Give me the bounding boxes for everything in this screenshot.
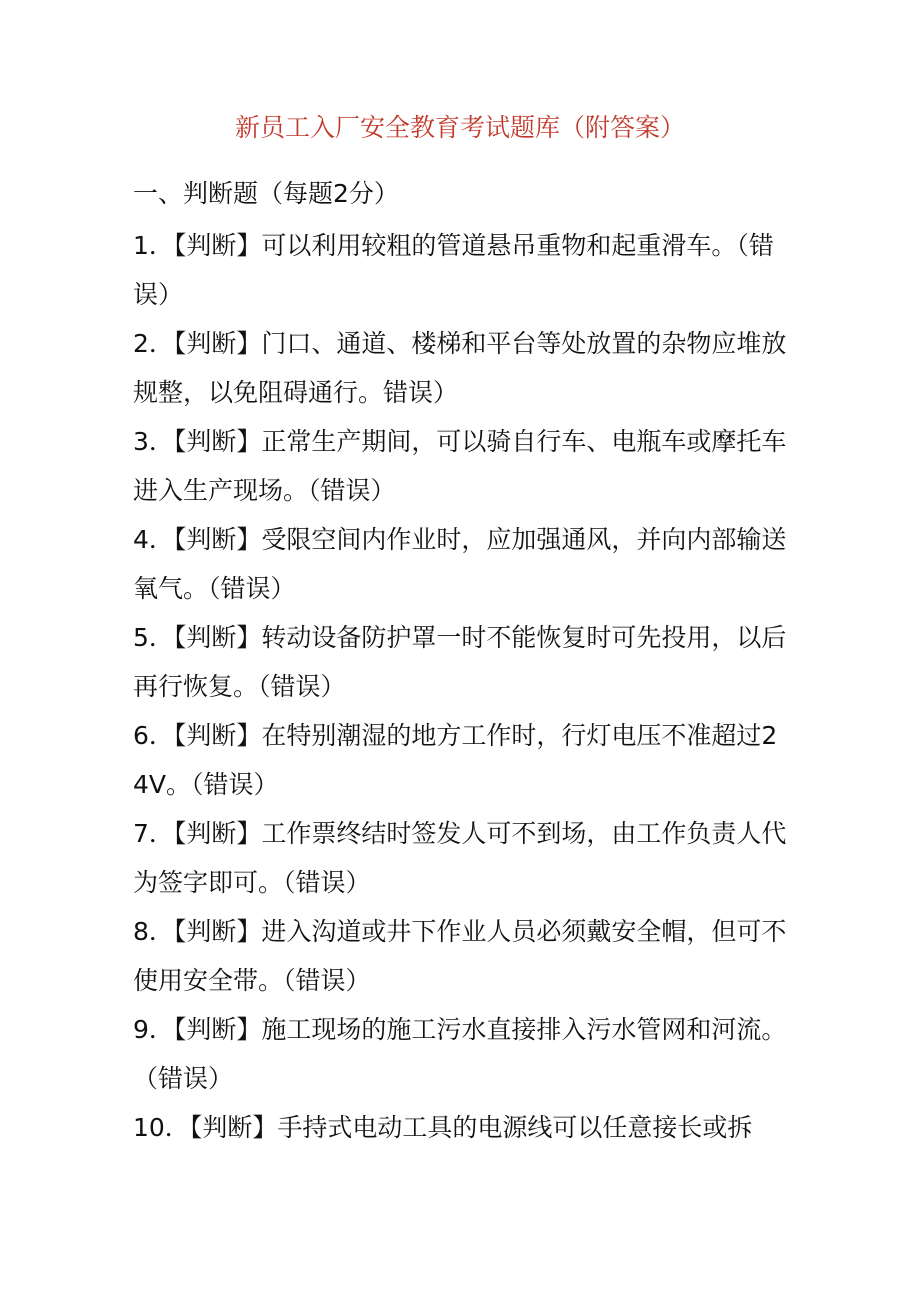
question-text: 【判断】进入沟道或井下作业人员必须戴安全帽，但可不使用安全带。（错误） bbox=[133, 917, 787, 995]
question-number: 3． bbox=[133, 427, 174, 456]
question-text: 【判断】正常生产期间，可以骑自行车、电瓶车或摩托车进入生产现场。（错误） bbox=[133, 427, 787, 505]
question-number: 2． bbox=[133, 329, 174, 358]
question-text: 【判断】施工现场的施工污水直接排入污水管网和河流。（错误） bbox=[133, 1015, 787, 1093]
question-number: 1． bbox=[133, 231, 174, 260]
question-number: 7． bbox=[133, 819, 174, 848]
question-item bbox=[133, 809, 793, 907]
document-title: 新员工入厂安全教育考试题库（附答案） bbox=[234, 113, 685, 142]
question-item bbox=[133, 417, 793, 515]
question-number: 10． bbox=[133, 1113, 190, 1142]
section-heading: 一、判断题（每题2分） bbox=[133, 179, 399, 208]
question-item bbox=[133, 1005, 793, 1103]
question-number: 4． bbox=[133, 525, 174, 554]
question-number: 6． bbox=[133, 721, 174, 750]
question-text: 【判断】工作票终结时签发人可不到场，由工作负责人代为签字即可。（错误） bbox=[133, 819, 787, 897]
question-number: 5． bbox=[133, 623, 174, 652]
question-item bbox=[133, 1103, 793, 1152]
question-text: 【判断】在特别潮湿的地方工作时，行灯电压不准超过24V。（错误） bbox=[133, 721, 778, 799]
question-text: 【判断】受限空间内作业时，应加强通风，并向内部输送氧气。（错误） bbox=[133, 525, 787, 603]
question-text: 【判断】门口、通道、楼梯和平台等处放置的杂物应堆放规整，以免阻碍通行。错误） bbox=[133, 329, 787, 407]
question-number: 8． bbox=[133, 917, 174, 946]
question-item bbox=[133, 613, 793, 711]
question-text: 【判断】可以利用较粗的管道悬吊重物和起重滑车。（错误） bbox=[133, 231, 774, 309]
question-item bbox=[133, 221, 793, 319]
question-item bbox=[133, 711, 793, 809]
question-item bbox=[133, 319, 793, 417]
question-item bbox=[133, 907, 793, 1005]
question-list bbox=[133, 221, 793, 1152]
question-number: 9． bbox=[133, 1015, 174, 1044]
question-text: 【判断】手持式电动工具的电源线可以任意接长或拆 bbox=[189, 1113, 753, 1142]
question-text: 【判断】转动设备防护罩一时不能恢复时可先投用，以后再行恢复。（错误） bbox=[133, 623, 787, 701]
question-item bbox=[133, 515, 793, 613]
